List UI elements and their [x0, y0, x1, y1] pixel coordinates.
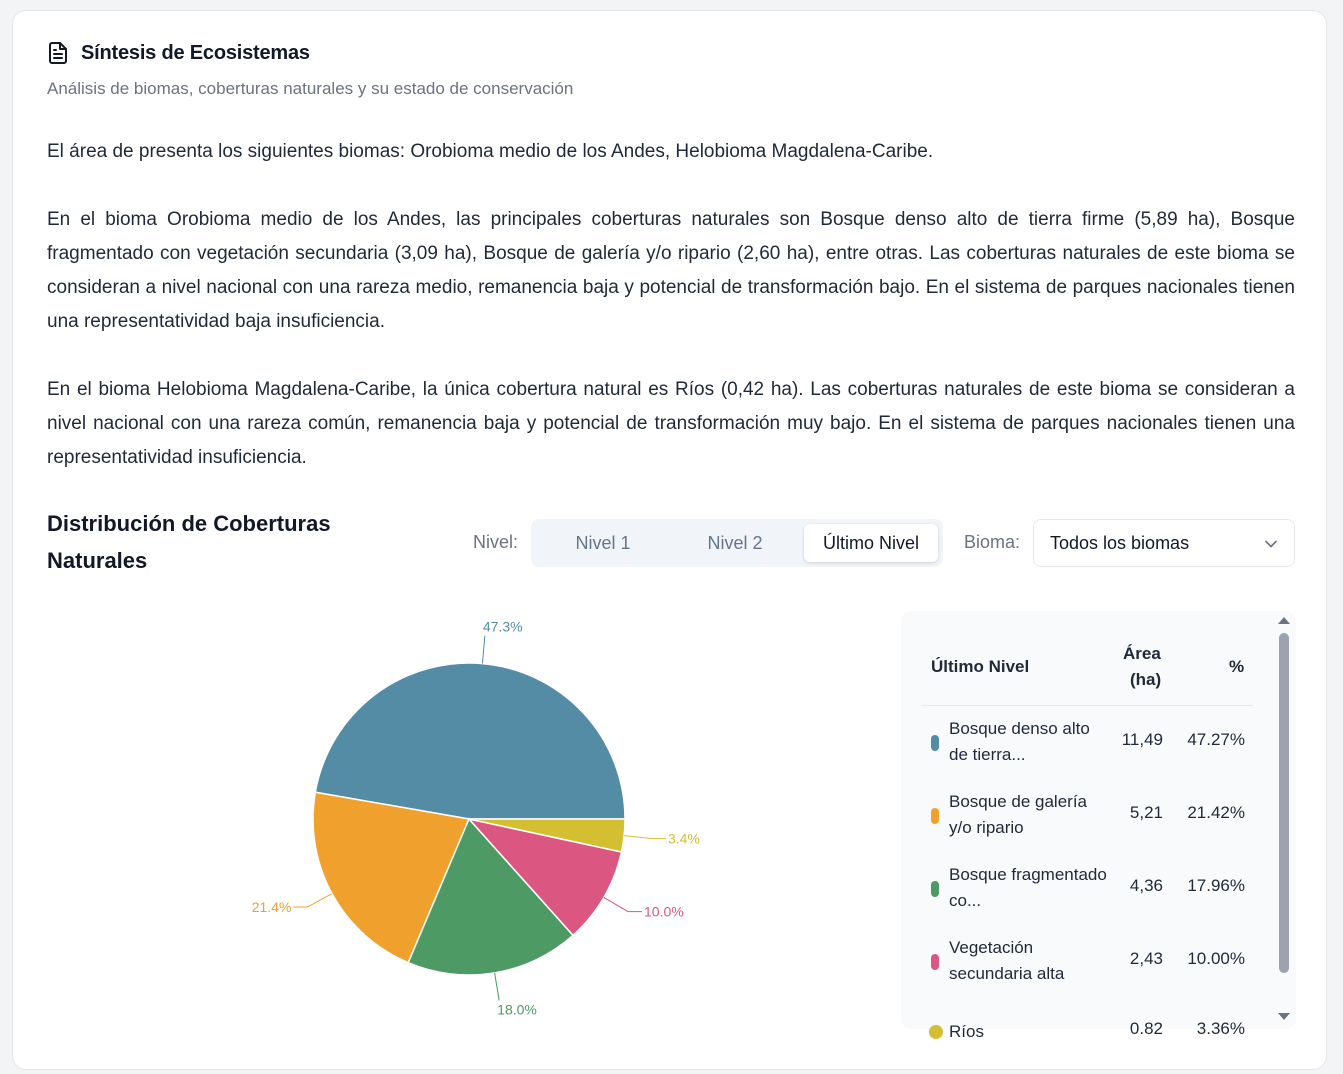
- row-area: 4,36: [1129, 876, 1163, 895]
- table-row: [901, 852, 1253, 925]
- level-tab-1[interactable]: Nivel 1: [575, 533, 631, 553]
- row-area: 11,49: [1121, 730, 1163, 749]
- row-pct: 47.27%: [1187, 730, 1245, 749]
- pie-leader-line: [624, 836, 666, 839]
- pie-leader-line: [293, 894, 332, 907]
- bioma-select-value: Todos los biomas: [1050, 533, 1190, 553]
- table-header: [901, 611, 1253, 705]
- pie-slice[interactable]: [315, 663, 625, 819]
- table-scrollbar[interactable]: [1273, 611, 1293, 1029]
- level-tab-2[interactable]: Nivel 2: [707, 533, 763, 553]
- color-marker: [931, 735, 939, 751]
- row-name: Bosque fragmentado co...: [949, 865, 1107, 910]
- row-pct: 10.00%: [1187, 949, 1245, 968]
- color-marker: [931, 881, 939, 897]
- row-pct: 3.36%: [1196, 1019, 1245, 1038]
- header-area-line1: Área: [1123, 644, 1161, 663]
- section-title: Distribución de Coberturas Naturales: [47, 511, 331, 573]
- table-row: [901, 779, 1253, 852]
- level-tab-last[interactable]: Último Nivel: [804, 524, 938, 562]
- bioma-label: Bioma:: [964, 532, 1021, 552]
- summary-text: [47, 135, 1295, 509]
- table-row: [901, 925, 1253, 998]
- row-area: 5,21: [1129, 803, 1163, 822]
- chart-controls: [13, 519, 1326, 567]
- summary-paragraph: En el bioma Orobioma medio de los Andes, las principales coberturas naturales son Bosque denso alto de tierra firme (5,89 ha), Bosque fragmentado con vegetación secundaria (3,09 ha), Bosque de galería y/o ripario (2,60 ha), entre otras. Las coberturas naturales de este bioma se consideran a nivel nacional con una rareza medio, remanencia baja y potencial de transformación bajo. En el sistema de parques nacionales tienen una representatividad baja insuficiencia.: [47, 209, 1295, 332]
- color-marker: [929, 1025, 943, 1039]
- pie-leader-line: [604, 897, 642, 911]
- pie-data-label: 18.0%: [497, 1001, 537, 1018]
- row-pct: 17.96%: [1187, 876, 1245, 895]
- pie-data-label: 21.4%: [251, 899, 292, 916]
- scroll-up-icon[interactable]: [1278, 617, 1290, 624]
- row-area: 0.82: [1129, 1019, 1163, 1038]
- card-subtitle: Análisis de biomas, coberturas naturales y su estado de conservación: [47, 79, 574, 98]
- color-marker: [931, 954, 939, 970]
- coverage-table: [901, 611, 1296, 1041]
- level-segmented-control: [531, 519, 943, 567]
- color-marker: [931, 808, 939, 824]
- table-row: [901, 706, 1253, 779]
- chevron-down-icon: [1264, 537, 1278, 551]
- pie-data-label: 3.4%: [667, 830, 700, 847]
- card-title: Síntesis de Ecosistemas: [81, 41, 310, 64]
- row-name: Bosque de galería y/o ripario: [949, 792, 1087, 837]
- pie-leader-line: [482, 636, 484, 664]
- coverage-pie-chart: [213, 611, 733, 1031]
- bioma-select[interactable]: [1033, 519, 1295, 567]
- nivel-label: Nivel:: [473, 532, 519, 552]
- row-name: Vegetación secundaria alta: [949, 938, 1065, 983]
- document-icon: [47, 41, 69, 65]
- row-name: Bosque denso alto de tierra...: [949, 719, 1090, 764]
- pie-data-label: 10.0%: [644, 903, 684, 920]
- header-pct: %: [1229, 657, 1245, 676]
- scroll-down-icon[interactable]: [1278, 1013, 1290, 1020]
- card-header: [47, 41, 310, 65]
- header-area-line2: (ha): [1130, 670, 1162, 689]
- summary-paragraph: En el bioma Helobioma Magdalena-Caribe, la única cobertura natural es Ríos (0,42 ha). Las coberturas naturales de este bioma se consideran a nivel nacional con una rareza común, remanencia baja y potencial de transformación muy bajo. En el sistema de parques nacionales tienen una representatividad insuficiencia.: [47, 379, 1295, 468]
- ecosystem-synthesis-card: [12, 10, 1327, 1070]
- scroll-thumb[interactable]: [1279, 633, 1289, 973]
- pie-leader-line: [495, 973, 500, 1001]
- header-name: Último Nivel: [931, 657, 1030, 676]
- pie-data-label: 47.3%: [482, 618, 523, 635]
- row-name: Ríos: [949, 1022, 984, 1041]
- row-area: 2,43: [1129, 949, 1163, 968]
- row-pct: 21.42%: [1187, 803, 1245, 822]
- summary-paragraph: El área de presenta los siguientes biomas: Orobioma medio de los Andes, Helobioma Magdalena-Caribe.: [47, 141, 934, 162]
- table-row: [901, 1001, 1253, 1074]
